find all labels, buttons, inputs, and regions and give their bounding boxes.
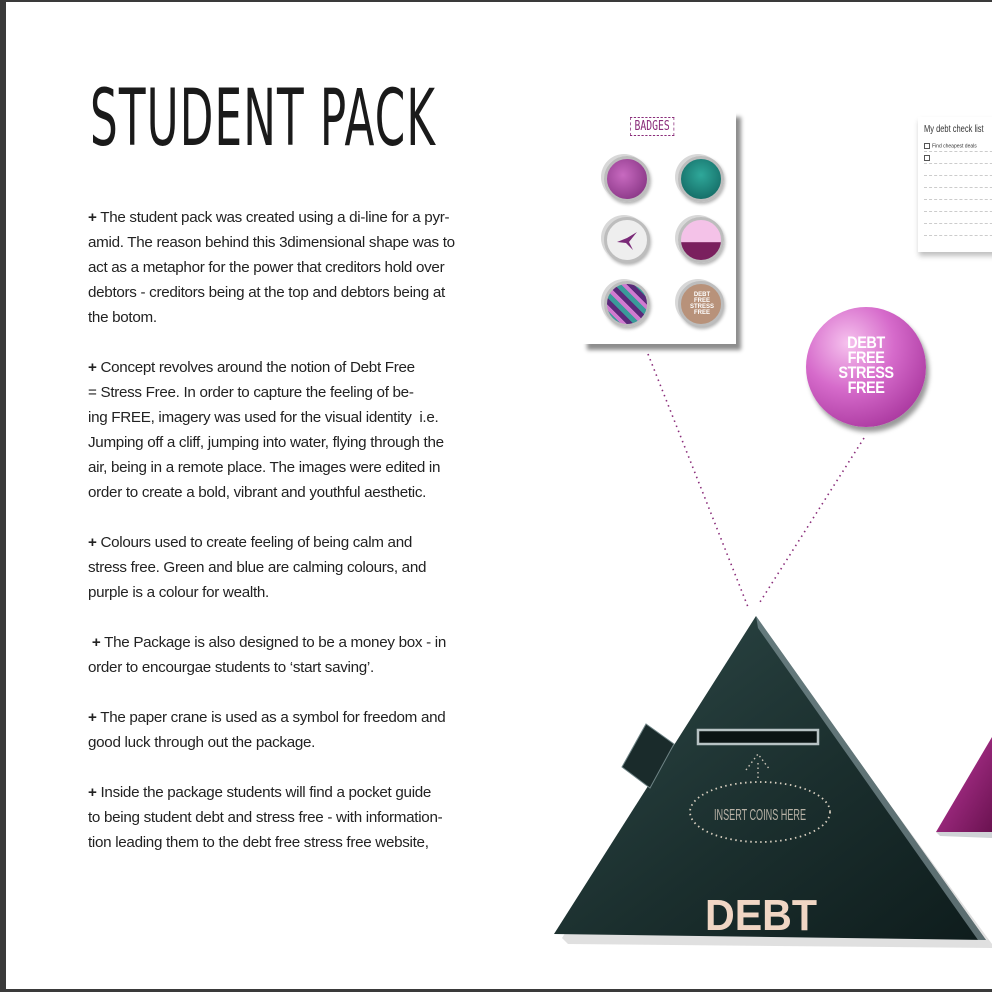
badge-line: FREE — [693, 298, 710, 304]
badge-line: FREE — [693, 310, 710, 316]
badge-line: DEBT — [693, 292, 711, 298]
debt-checklist-card — [918, 117, 992, 252]
paragraph-text: Inside the package students will find a pocket guide to being student debt and stress free - with information- tion leading them to the debt free stress free website, — [88, 784, 443, 851]
checklist-line — [924, 191, 992, 200]
checklist-item — [924, 143, 992, 152]
bullet-plus: + — [88, 634, 101, 651]
paragraph-text: Concept revolves around the notion of Debt Free = Stress Free. In order to capture the feeling of be- ing FREE, imagery was used for the visual identity i.e. Jumping off a cliff, jumping into water, flying through the air, being in a remote place. The images were edited in order to create a bold, vibrant and youthful aesthetic. — [88, 359, 444, 501]
badge-pink-horizon — [678, 217, 724, 263]
paragraph-text: The student pack was created using a di-line for a pyr- amid. The reason behind this 3dimensional shape was to act as a metaphor for the power that creditors hold over debtors - creditors being at the top and debtors being at the botom. — [88, 209, 455, 326]
checkbox-checked-icon — [924, 143, 930, 149]
checklist-item-label: Find cheapest deals — [932, 143, 977, 150]
badge-green-water — [678, 156, 724, 202]
badges-sheet — [582, 111, 736, 344]
insert-coins-label: INSERT COINS HERE — [714, 807, 806, 824]
badges-label: BADGES — [630, 117, 674, 136]
checklist-line — [924, 215, 992, 224]
dotted-connector-right — [760, 438, 864, 602]
pink-pyramid — [936, 737, 992, 832]
checkbox-icon — [924, 155, 930, 161]
bullet-plus: + — [88, 534, 97, 551]
bullet-plus: + — [88, 209, 97, 226]
checklist-item — [924, 155, 992, 164]
checklist-line — [924, 179, 992, 188]
pyramid-brand-text: DEBT — [705, 891, 818, 940]
badge-debt-free — [678, 281, 724, 327]
checklist-line — [924, 167, 992, 176]
bullet-plus: + — [88, 709, 97, 726]
checklist-line — [924, 203, 992, 212]
badge-line: STRESS — [689, 304, 714, 310]
badge-pattern — [604, 281, 650, 327]
pyramid-illustration — [6, 2, 992, 989]
page-title: STUDENT PACK — [90, 74, 437, 164]
bullet-plus: + — [88, 784, 97, 801]
paragraph-text: The paper crane is used as a symbol for freedom and good luck through out the package. — [88, 709, 446, 751]
badge-purple-cliff — [604, 156, 650, 202]
badge-line: STRESS — [838, 363, 894, 382]
coin-slot — [698, 730, 818, 744]
debt-free-badge-text — [815, 335, 917, 395]
paragraph-text: The Package is also designed to be a money box - in order to encourgae students to ‘start saving’. — [88, 634, 446, 676]
dotted-connector-left — [648, 354, 748, 607]
badge-paper-crane — [604, 217, 650, 263]
bullet-plus: + — [88, 359, 97, 376]
badge-debt-free-text — [686, 292, 718, 316]
paper-crane-icon — [615, 228, 639, 252]
student-pack-page — [6, 2, 992, 989]
paragraph-text: Colours used to create feeling of being calm and stress free. Green and blue are calming colours, and purple is a colour for wealth. — [88, 534, 427, 601]
badge-line: DEBT — [847, 333, 885, 352]
badge-line: FREE — [847, 348, 885, 367]
debt-free-badge — [806, 307, 926, 427]
badge-line: FREE — [847, 378, 885, 397]
checklist-title: My debt check list — [924, 124, 984, 135]
checklist-line — [924, 227, 992, 236]
